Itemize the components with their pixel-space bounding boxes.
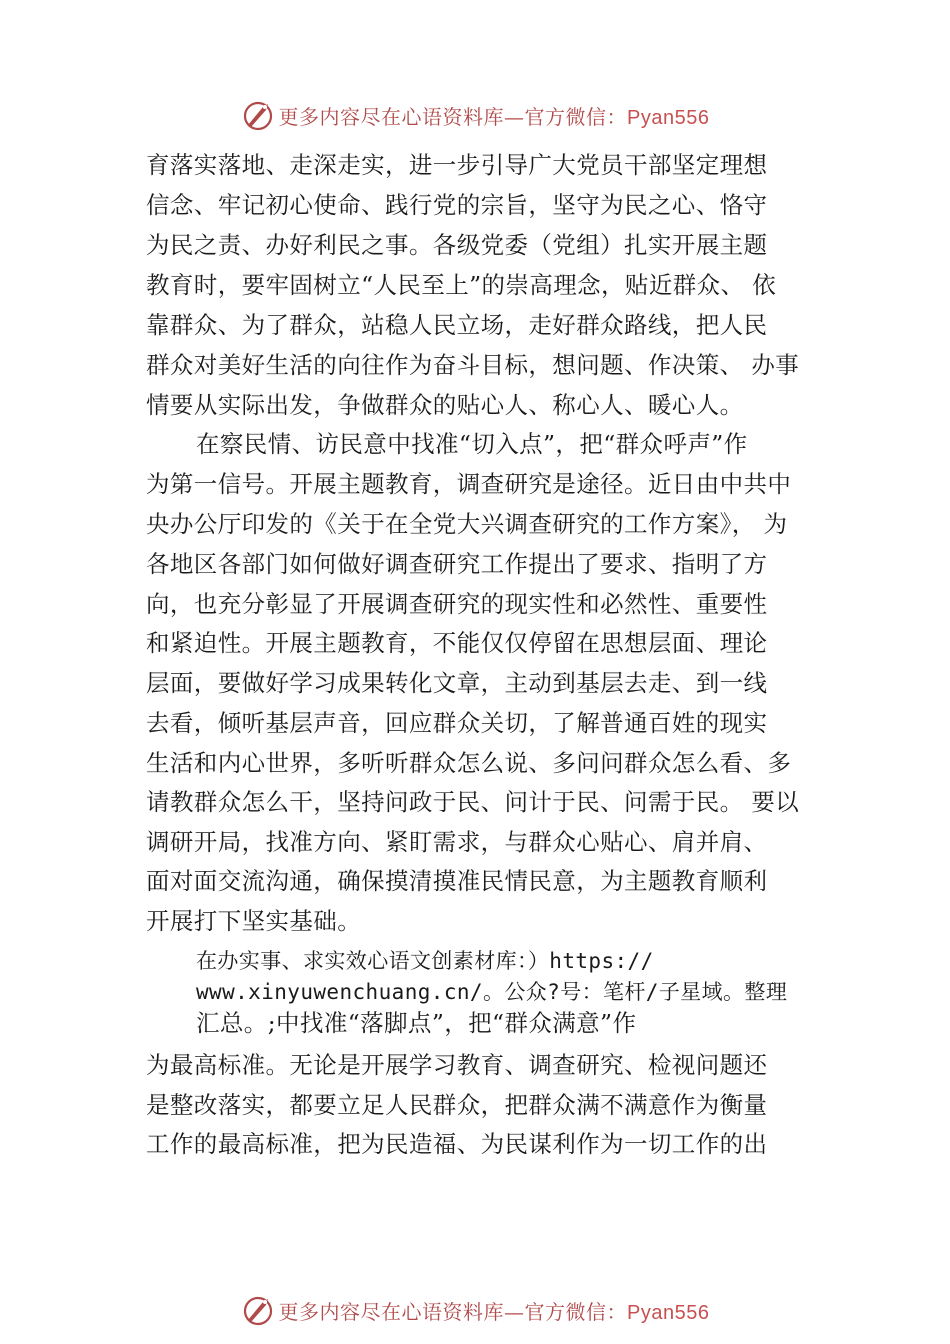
text-line: 请教群众怎么干，坚持问政于民、问计于民、问需于民。 要以 bbox=[146, 788, 800, 816]
pen-logo-icon bbox=[241, 98, 275, 132]
watermark-line: 在办实事、求实效心语文创素材库：）https:// bbox=[196, 949, 654, 973]
text-line: 靠群众、为了群众，站稳人民立场，走好群众路线，把人民 bbox=[146, 311, 768, 339]
text-line: 向，也充分彰显了开展调查研究的现实性和必然性、重要性 bbox=[146, 590, 768, 618]
text-line: 层面，要做好学习成果转化文章，主动到基层去走、到一线 bbox=[146, 669, 768, 697]
text-line: 为第一信号。开展主题教育，调查研究是途径。近日由中共中 bbox=[146, 470, 792, 498]
text-line: 和紧迫性。开展主题教育，不能仅仅停留在思想层面、理论 bbox=[146, 629, 768, 657]
text-line: 情要从实际出发，争做群众的贴心人、称心人、暖心人。 bbox=[146, 391, 744, 419]
pen-logo-icon bbox=[241, 1293, 275, 1327]
text-line: 央办公厅印发的《关于在全党大兴调查研究的工作方案》， 为 bbox=[146, 510, 788, 538]
text-line: 汇总。;中找准“落脚点”，把“群众满意”作 bbox=[196, 1009, 637, 1037]
text-line: 各地区各部门如何做好调查研究工作提出了要求、指明了方 bbox=[146, 550, 768, 578]
header-banner-text: 更多内容尽在心语资料库—官方微信：Pyan556 bbox=[278, 104, 710, 129]
text-line: 面对面交流沟通，确保摸清摸准民情民意，为主题教育顺利 bbox=[146, 867, 768, 895]
text-line: 群众对美好生活的向往作为奋斗目标，想问题、作决策、 办事 bbox=[146, 351, 800, 379]
paragraph-first-line: 在察民情、访民意中找准“切入点”，把“群众呼声”作 bbox=[196, 430, 748, 458]
text-line: 为最高标准。无论是开展学习教育、调查研究、检视问题还 bbox=[146, 1051, 768, 1079]
text-line: 调研开局，找准方向、紧盯需求，与群众心贴心、肩并肩、 bbox=[146, 828, 768, 856]
text-line: 工作的最高标准，把为民造福、为民谋利作为一切工作的出 bbox=[146, 1130, 768, 1158]
text-line: 生活和内心世界，多听听群众怎么说、多问问群众怎么看、多 bbox=[146, 749, 792, 777]
footer-wechat-id: Pyan556 bbox=[627, 1301, 710, 1324]
text-line: 是整改落实，都要立足人民群众，把群众满不满意作为衡量 bbox=[146, 1091, 768, 1119]
text-line: 为民之责、办好利民之事。各级党委（党组）扎实开展主题 bbox=[146, 231, 768, 259]
text-line: 开展打下坚实基础。 bbox=[146, 907, 362, 935]
header-banner bbox=[0, 95, 950, 135]
text-line: 去看，倾听基层声音，回应群众关切，了解普通百姓的现实 bbox=[146, 709, 768, 737]
text-line: 信念、牢记初心使命、践行党的宗旨，坚守为民之心、恪守 bbox=[146, 191, 768, 219]
header-wechat-id: Pyan556 bbox=[627, 106, 710, 129]
text-line: 教育时，要牢固树立“人民至上”的崇高理念，贴近群众、 依 bbox=[146, 271, 777, 299]
footer-banner-text: 更多内容尽在心语资料库—官方微信：Pyan556 bbox=[278, 1299, 710, 1324]
footer-banner bbox=[0, 1290, 950, 1330]
watermark-url-line: www.xinyuwenchuang.cn/。公众?号：笔杆/子星域。整理 bbox=[196, 980, 788, 1004]
text-line: 育落实落地、走深走实，进一步引导广大党员干部坚定理想 bbox=[146, 151, 768, 179]
